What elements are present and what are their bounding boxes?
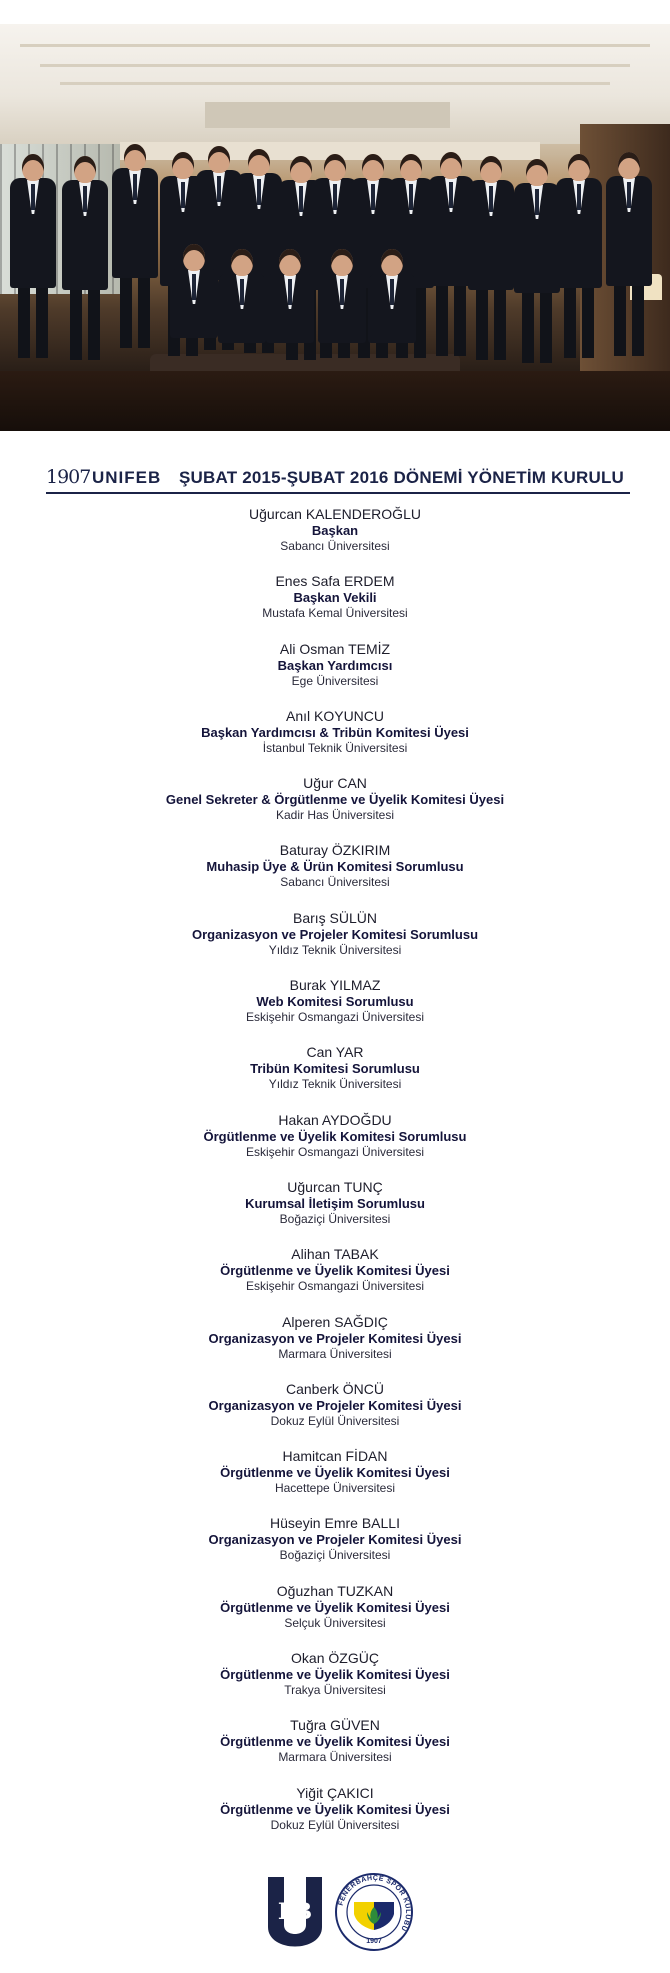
member-university: Marmara Üniversitesi <box>278 1346 392 1361</box>
crest-year: 1907 <box>366 1938 382 1945</box>
member-university: Mustafa Kemal Üniversitesi <box>262 606 408 621</box>
member-role: Örgütlenme ve Üyelik Komitesi Üyesi <box>220 1465 450 1481</box>
unifeb-logo-letters: FB <box>277 1899 313 1925</box>
member-university: Trakya Üniversitesi <box>284 1683 386 1698</box>
member-entry <box>0 707 670 774</box>
member-entry <box>0 1111 670 1178</box>
member-name: Hamitcan FİDAN <box>282 1448 388 1465</box>
page-title: ŞUBAT 2015-ŞUBAT 2016 DÖNEMİ YÖNETİM KURULU <box>179 468 625 487</box>
member-name: Anıl KOYUNCU <box>285 707 385 724</box>
member-list <box>0 505 670 1851</box>
member-university: Sabancı Üniversitesi <box>280 539 390 553</box>
member-university: Ege Üniversitesi <box>291 673 379 688</box>
member-entry <box>0 774 670 841</box>
member-role: Organizasyon ve Projeler Komitesi Üyesi <box>208 1330 462 1346</box>
member-university: Sabancı Üniversitesi <box>280 875 390 890</box>
member-entry <box>0 505 670 572</box>
member-entry <box>0 1716 670 1783</box>
crest-ring-text: FENERBAHÇE SPOR KULÜBÜ <box>337 1874 412 1933</box>
member-role: Başkan Yardımcısı <box>277 657 393 673</box>
member-role: Örgütlenme ve Üyelik Komitesi Üyesi <box>220 1667 450 1683</box>
member-entry <box>0 1178 670 1245</box>
member-name: Okan ÖZGÜÇ <box>291 1650 379 1667</box>
member-role: Örgütlenme ve Üyelik Komitesi Üyesi <box>220 1599 450 1615</box>
member-entry <box>0 1649 670 1716</box>
member-entry <box>0 572 670 639</box>
member-name: Enes Safa ERDEM <box>275 573 395 590</box>
member-name: Ali Osman TEMİZ <box>279 640 391 657</box>
member-name: Alperen SAĞDIÇ <box>282 1313 388 1330</box>
member-university: Eskişehir Osmangazi Üniversitesi <box>245 1279 425 1294</box>
member-university: Yıldız Teknik Üniversitesi <box>268 942 402 957</box>
year-logo: 1907 <box>46 466 91 488</box>
member-entry <box>0 640 670 707</box>
member-university: Boğaziçi Üniversitesi <box>279 1211 391 1226</box>
member-entry <box>0 976 670 1043</box>
ceiling <box>0 24 670 144</box>
member-role: Örgütlenme ve Üyelik Komitesi Üyesi <box>220 1263 450 1279</box>
member-university: Selçuk Üniversitesi <box>284 1615 386 1630</box>
member-name: Baturay ÖZKIRIM <box>279 842 391 859</box>
member-university: Boğaziçi Üniversitesi <box>279 1548 391 1563</box>
member-university: Yıldız Teknik Üniversitesi <box>268 1077 402 1092</box>
member-name: Uğur CAN <box>303 775 367 792</box>
member-role: Web Komitesi Sorumlusu <box>256 994 414 1010</box>
member-role: Organizasyon ve Projeler Komitesi Üyesi <box>208 1397 462 1413</box>
member-name: Oğuzhan TUZKAN <box>276 1582 394 1599</box>
brand-name: UNIFEB <box>92 468 162 487</box>
member-name: Hakan AYDOĞDU <box>278 1111 392 1128</box>
member-role: Genel Sekreter & Örgütlenme ve Üyelik Komitesi Üyesi <box>165 792 505 808</box>
member-entry <box>0 1313 670 1380</box>
member-name: Yiğit ÇAKICI <box>296 1784 374 1801</box>
member-entry <box>0 1447 670 1514</box>
member-entry <box>0 1380 670 1447</box>
member-role: Organizasyon ve Projeler Komitesi Üyesi <box>208 1532 462 1548</box>
member-role: Başkan Vekili <box>293 590 377 606</box>
member-role: Başkan <box>311 523 359 538</box>
member-name: Uğurcan KALENDEROĞLU <box>249 506 421 522</box>
member-university: Eskişehir Osmangazi Üniversitesi <box>245 1144 425 1159</box>
member-name: Can YAR <box>306 1044 364 1061</box>
group-photo <box>0 24 670 431</box>
fenerbahce-club-crest-icon <box>334 1872 414 1952</box>
member-name: Burak YILMAZ <box>289 977 381 994</box>
member-entry <box>0 909 670 976</box>
member-university: Dokuz Eylül Üniversitesi <box>270 1413 400 1428</box>
board-title <box>46 464 628 492</box>
member-name: Hüseyin Emre BALLI <box>270 1515 400 1532</box>
member-entry <box>0 841 670 908</box>
floor <box>0 371 670 431</box>
member-entry <box>0 1514 670 1581</box>
member-entry <box>0 1245 670 1312</box>
member-role: Başkan Yardımcısı & Tribün Komitesi Üyesi <box>201 724 469 740</box>
member-role: Organizasyon ve Projeler Komitesi Sorumlusu <box>191 926 479 942</box>
member-university: İstanbul Teknik Üniversitesi <box>262 740 408 755</box>
member-name: Uğurcan TUNÇ <box>287 1178 383 1195</box>
member-university: Marmara Üniversitesi <box>278 1750 392 1765</box>
member-name: Barış SÜLÜN <box>292 909 378 926</box>
member-university: Eskişehir Osmangazi Üniversitesi <box>245 1010 425 1025</box>
member-university: Dokuz Eylül Üniversitesi <box>270 1817 400 1832</box>
member-role: Kurumsal İletişim Sorumlusu <box>245 1195 425 1211</box>
member-role: Tribün Komitesi Sorumlusu <box>250 1061 420 1077</box>
member-role: Örgütlenme ve Üyelik Komitesi Üyesi <box>220 1801 450 1817</box>
title-divider <box>46 492 630 494</box>
member-entry <box>0 1582 670 1649</box>
member-role: Örgütlenme ve Üyelik Komitesi Üyesi <box>220 1734 450 1750</box>
member-university: Kadir Has Üniversitesi <box>275 808 395 823</box>
unifeb-logo-icon <box>264 1875 326 1951</box>
member-name: Tuğra GÜVEN <box>290 1717 380 1734</box>
member-name: Canberk ÖNCÜ <box>285 1380 385 1397</box>
member-university: Hacettepe Üniversitesi <box>274 1481 396 1496</box>
member-name: Alihan TABAK <box>291 1246 379 1263</box>
member-entry <box>0 1043 670 1110</box>
member-entry <box>0 1784 670 1851</box>
member-role: Örgütlenme ve Üyelik Komitesi Sorumlusu <box>203 1128 467 1144</box>
member-role: Muhasip Üye & Ürün Komitesi Sorumlusu <box>206 859 464 875</box>
